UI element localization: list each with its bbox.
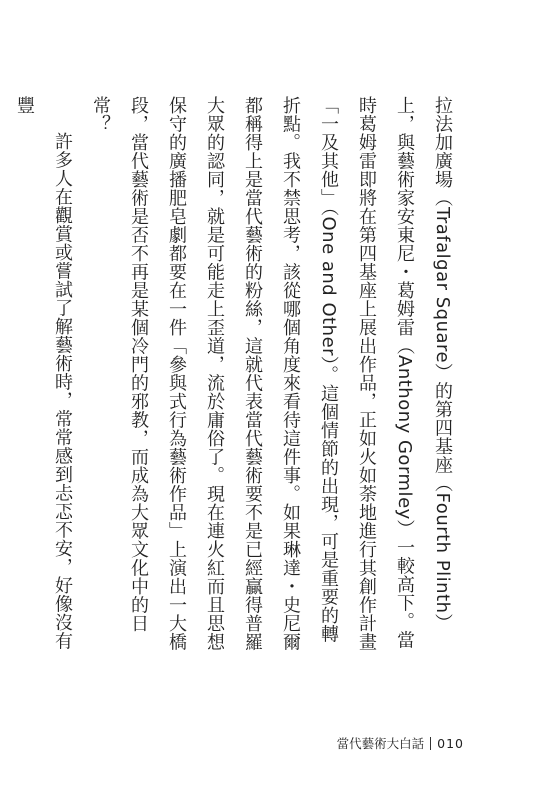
page-number: 010: [437, 735, 464, 751]
page-footer: [337, 734, 464, 752]
running-title: 當代藝術大白話: [336, 736, 425, 751]
paragraph-2: 許多人在觀賞或嘗試了解藝術時，常常感到忐忑不安，好像沒有豐: [14, 96, 73, 650]
footer-divider: [430, 737, 431, 750]
body-text: [5, 96, 461, 656]
paragraph-1: 拉法加廣場（Trafalgar Square）的第四基座（Fourth Plinth）上，與藝術家安東尼・葛姆雷（Anthony Gormley）一較高下。當時葛姆雷即將在第四基座上展出作品，正如火如荼地進行其創作計畫「一及其他」（One and Other）。這個情節的出現，可是重要的轉折點。我不禁思考，該從哪個角度來看待這件事。如果琳達・史尼爾都稱得上是當代藝術的粉絲，這就代表當代藝術要不是已經贏得普羅大眾的認同，就是可能走上歪道，流於庸俗了。現在連火紅而且思想保守的廣播肥皂劇都要在一件「參與式行為藝術作品」上演出一大橋段，當代藝術是否不再是某個冷門的邪教，而成為大眾文化中的日常？: [90, 96, 453, 651]
